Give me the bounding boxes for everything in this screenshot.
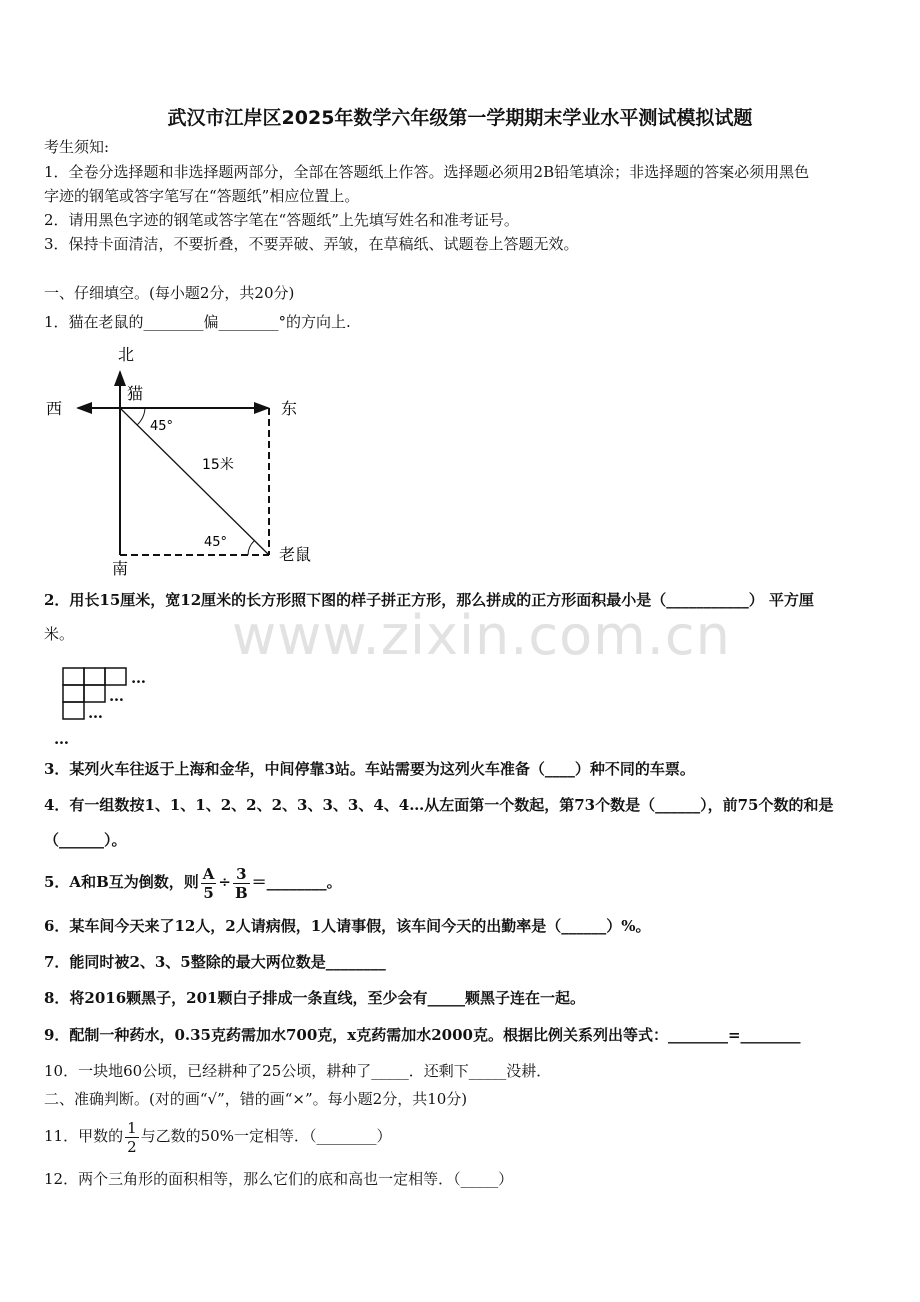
label-angle: 45° [150,419,174,434]
denominator: 5 [203,883,214,902]
label-angle: 45° [204,535,228,550]
question-2-cont: 米。 [44,625,75,643]
label-north: 北 [118,345,135,364]
question-4-cont: （______）。 [44,831,127,849]
question-6: 6．某车间今天来了12人，2人请病假，1人请事假，该车间今天的出勤率是（______）%。 [44,917,651,935]
q11-suffix: 与乙数的50%一定相等．（________） [140,1127,392,1145]
ellipsis: … [109,687,124,705]
question-5 [44,860,342,904]
question-3: 3．某列火车往返于上海和金华，中间停靠3站。车站需要为这列火车准备（____）种不同的车票。 [44,760,695,778]
notice-item: 1．全卷分选择题和非选择题两部分，全部在答题纸上作答。选择题必须用2B铅笔填涂；非选择题的答案必须用黑色 [44,163,810,181]
label-cat: 猫 [127,384,144,403]
page-title: 武汉市江岸区2025年数学六年级第一学期期末学业水平测试模拟试题 [167,107,753,129]
q5-suffix: ＝________。 [251,873,342,891]
notice-item: 3．保持卡面清洁，不要折叠，不要弄破、弄皱，在草稿纸、试题卷上答题无效。 [44,235,579,253]
ellipsis: … [88,704,103,722]
numerator: A [202,864,215,883]
angle-arc [137,408,145,425]
operator: ÷ [218,873,231,891]
fraction [201,865,217,902]
question-1: 1．猫在老鼠的________偏________°的方向上. [44,313,351,331]
notice-item: 2．请用黑色字迹的钢笔或答字笔在“答题纸”上先填写姓名和准考证号。 [44,211,519,229]
notice-item: 字迹的钢笔或答字笔写在“答题纸”相应位置上。 [44,187,360,205]
numerator: 3 [233,865,250,884]
label-mouse: 老鼠 [279,545,312,564]
q5-prefix: 5．A和B互为倒数，则 [44,873,199,891]
ellipsis: … [54,730,69,748]
fraction [125,1119,139,1156]
section-heading: 二、准确判断。(对的画“√”，错的画“×”。每小题2分，共10分) [44,1090,468,1108]
question-9: 9．配制一种药水，0.35克药需加水700克，x克药需加水2000克。根据比例关系列出等式：________=________ [44,1026,801,1044]
ellipsis: … [131,669,146,687]
label-south: 南 [112,559,129,578]
question-4: 4．有一组数按1、1、1、2、2、2、3、3、3、4、4…从左面第一个数起，第73个数是（______），前75个数的和是 [44,796,834,814]
q11-prefix: 11．甲数的 [44,1127,124,1145]
section-heading: 一、仔细填空。(每小题2分，共20分) [44,284,295,302]
question-12: 12．两个三角形的面积相等，那么它们的底和高也一定相等．（_____） [44,1170,514,1188]
fraction [233,865,250,902]
question-11 [44,1114,391,1158]
distance-line [120,408,269,555]
question-7: 7．能同时被2、3、5整除的最大两位数是________ [44,953,386,971]
direction-diagram [0,0,920,600]
label-west: 西 [46,399,63,418]
watermark: www.zixin.com.cn [232,604,731,667]
notice-heading: 考生须知: [44,138,110,156]
numerator: 1 [127,1118,137,1137]
angle-arc [248,541,254,555]
question-8: 8．将2016颗黑子，201颗白子排成一条直线，至少会有_____颗黑子连在一起。 [44,989,585,1007]
question-2: 2．用长15厘米，宽12厘米的长方形照下图的样子拼正方形，那么拼成的正方形面积最小是（___________） 平方厘 [44,591,814,609]
label-east: 东 [281,399,298,418]
denominator: 2 [127,1137,137,1156]
label-distance: 15米 [202,457,234,473]
denominator: B [234,883,248,902]
question-10: 10．一块地60公顷，已经耕种了25公顷，耕种了_____．还剩下_____没耕． [44,1062,552,1080]
